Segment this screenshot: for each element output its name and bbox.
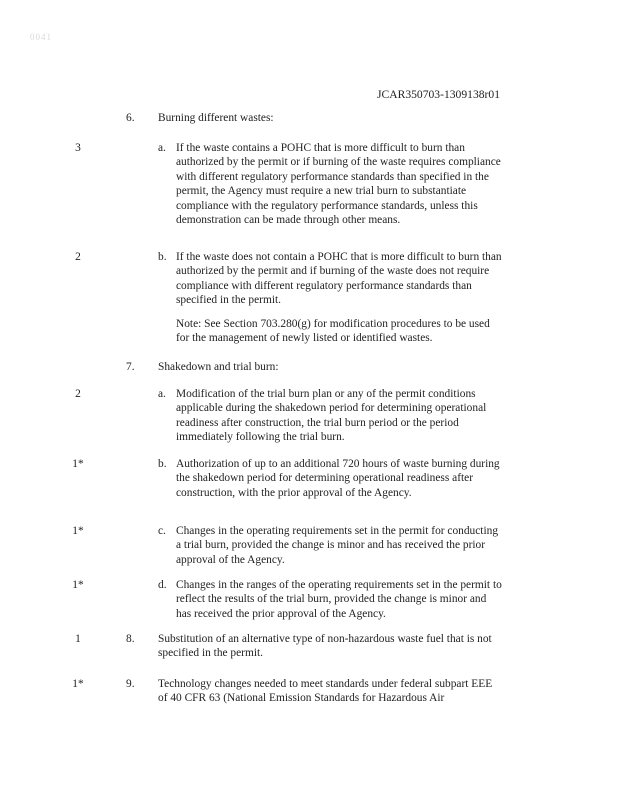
item-7c-text: Changes in the operating requirements set in the permit for conducting a trial burn, provided the change is minor and has received the prior approval of the Agency. bbox=[176, 525, 499, 566]
item-8-class: 1 bbox=[75, 633, 81, 645]
item-7c-letter: c. bbox=[158, 525, 166, 537]
corner-mark: 0041 bbox=[30, 32, 52, 42]
item-7a-text: Modification of the trial burn plan or any of the permit conditions applicable during the shakedown period for determining operational readiness after construction, the trial burn period or the period immediately following the trial burn. bbox=[176, 388, 487, 444]
item-7b-letter: b. bbox=[158, 458, 167, 470]
item-7d-class: 1* bbox=[72, 579, 84, 591]
item-8-text: Substitution of an alternative type of non-hazardous waste fuel that is not specified in the permit. bbox=[158, 633, 492, 660]
item-7a-class: 2 bbox=[75, 388, 81, 400]
item-7d-letter: d. bbox=[158, 579, 167, 591]
item-7d-text: Changes in the ranges of the operating requirements set in the permit to reflect the results of the trial burn, provided the change is minor and has received the prior approval of the Agency. bbox=[176, 579, 502, 620]
item-7b-text: Authorization of up to an additional 720 hours of waste burning during the shakedown period for determining operational readiness after construction, with the prior approval of the Agency. bbox=[176, 458, 500, 499]
item-6a-text: If the waste contains a POHC that is more difficult to burn than authorized by the permit or if burning of the waste requires compliance with different regulatory performance standards than specified in the permit, the Agency must require a new trial burn to substantiate compliance with the regulatory performance standards, unless this demonstration can be made through other means. bbox=[176, 142, 501, 227]
document-id: JCAR350703-1309138r01 bbox=[376, 88, 500, 101]
item-6b-text: If the waste does not contain a POHC that is more difficult to burn than authorized by the permit and if burning of the waste does not require compliance with different regulatory performance standards than specified in the permit. bbox=[176, 251, 502, 307]
item-9-text: Technology changes needed to meet standards under federal subpart EEE of 40 CFR 63 (National Emission Standards for Hazardous Air bbox=[158, 678, 493, 705]
item-7-number: 7. bbox=[126, 361, 135, 373]
item-6-title: Burning different wastes: bbox=[158, 112, 274, 124]
item-8-number: 8. bbox=[126, 633, 135, 645]
item-6-note: Note: See Section 703.280(g) for modification procedures to be used for the management of newly listed or identified wastes. bbox=[176, 318, 490, 345]
item-6-number: 6. bbox=[126, 112, 135, 124]
item-6a-letter: a. bbox=[158, 142, 166, 154]
item-9-class: 1* bbox=[72, 678, 84, 690]
item-6b-letter: b. bbox=[158, 251, 167, 263]
item-6b-class: 2 bbox=[75, 251, 81, 263]
item-7a-letter: a. bbox=[158, 388, 166, 400]
item-7-title: Shakedown and trial burn: bbox=[158, 361, 279, 373]
item-7b-class: 1* bbox=[72, 458, 84, 470]
item-9-number: 9. bbox=[126, 678, 135, 690]
item-6a-class: 3 bbox=[75, 142, 81, 154]
item-7c-class: 1* bbox=[72, 525, 84, 537]
